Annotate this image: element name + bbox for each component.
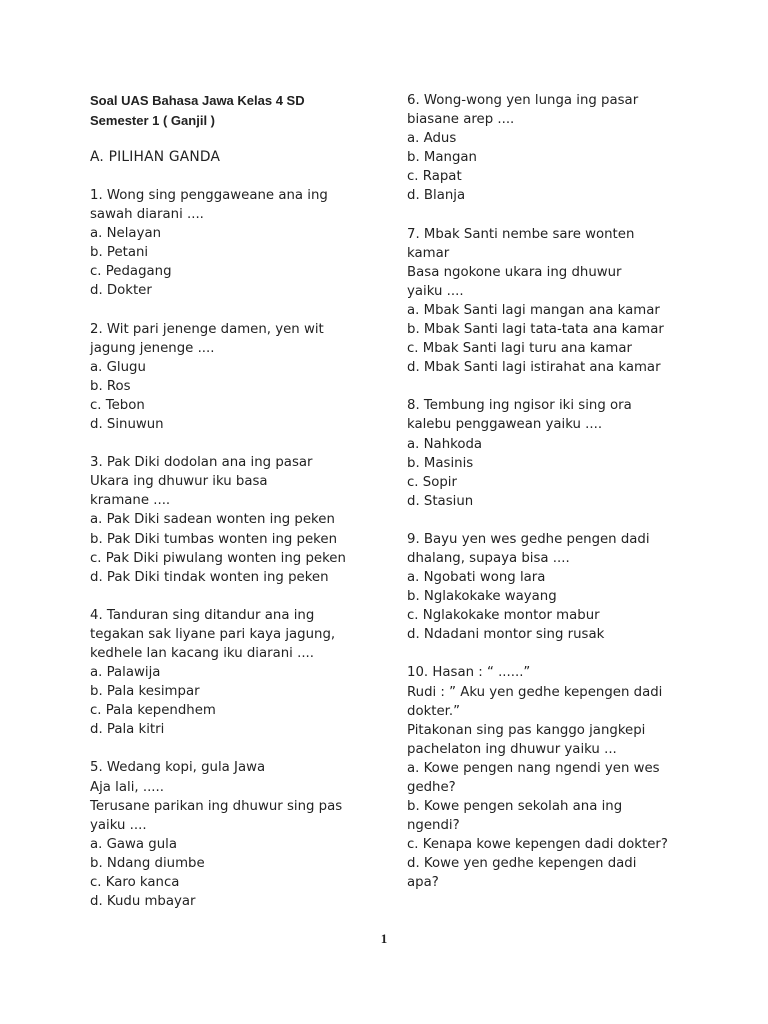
question-text-line: 9. Bayu yen wes gedhe pengen dadi <box>407 531 650 547</box>
section-title: A. PILIHAN GANDA <box>90 149 221 165</box>
question-text-line: 3. Pak Diki dodolan ana ing pasar <box>90 455 313 471</box>
answer-option: a. Glugu <box>90 359 146 375</box>
question-item <box>407 91 707 206</box>
answer-option: d. Ndadani montor sing rusak <box>407 627 605 643</box>
answer-option: b. Ndang diumbe <box>90 855 205 871</box>
answer-option: b. Kowe pengen sekolah ana ing <box>407 799 623 815</box>
question-item <box>90 606 390 740</box>
question-text-line: Ukara ing dhuwur iku basa <box>90 474 268 490</box>
answer-option: a. Adus <box>407 131 457 147</box>
question-text-line: Pitakonan sing pas kanggo jangkepi <box>407 722 646 738</box>
question-text-line: 4. Tanduran sing ditandur ana ing <box>90 607 315 623</box>
answer-option: d. Pala kitri <box>90 722 165 738</box>
answer-option: b. Mangan <box>407 150 477 166</box>
answer-option: a. Nahkoda <box>407 436 483 452</box>
answer-option: d. Kowe yen gedhe kepengen dadi <box>407 856 637 872</box>
page-number: 1 <box>380 931 388 946</box>
question-text-line: pachelaton ing dhuwur yaiku ... <box>407 741 617 757</box>
left-column <box>90 91 390 911</box>
right-column <box>407 91 707 893</box>
answer-option: c. Tebon <box>90 397 145 413</box>
question-item <box>90 320 390 435</box>
answer-option: a. Palawija <box>90 665 161 681</box>
answer-option: b. Pak Diki tumbas wonten ing peken <box>90 531 338 547</box>
title-line: Soal UAS Bahasa Jawa Kelas 4 SD <box>90 93 305 108</box>
question-text-line: tegakan sak liyane pari kaya jagung, <box>90 626 336 642</box>
question-text-line: 8. Tembung ing ngisor iki sing ora <box>407 398 632 414</box>
question-text-line: biasane arep .... <box>407 112 515 128</box>
answer-option: b. Petani <box>90 245 149 261</box>
answer-option: a. Nelayan <box>90 226 162 242</box>
answer-option: d. Mbak Santi lagi istirahat ana kamar <box>407 360 661 376</box>
answer-option: b. Nglakokake wayang <box>407 589 557 605</box>
question-text-line: kamar <box>407 245 450 261</box>
question-text-line: sawah diarani .... <box>90 207 204 223</box>
document-title <box>90 91 390 131</box>
question-text-line: Basa ngokone ukara ing dhuwur <box>407 264 622 280</box>
question-text-line: jagung jenenge .... <box>90 340 215 356</box>
question-item <box>407 530 707 645</box>
question-text-line: 1. Wong sing penggaweane ana ing <box>90 188 328 203</box>
answer-option: c. Mbak Santi lagi turu ana kamar <box>407 341 633 357</box>
question-item <box>90 758 390 911</box>
question-text-line: 5. Wedang kopi, gula Jawa <box>90 760 266 776</box>
answer-option: a. Ngobati wong lara <box>407 570 546 586</box>
question-item <box>90 453 390 587</box>
question-text-line: kalebu penggawean yaiku .... <box>407 417 603 433</box>
question-text-line: Aja lali, ..... <box>90 779 164 795</box>
answer-option: gedhe? <box>407 780 456 795</box>
answer-option: d. Kudu mbayar <box>90 894 196 910</box>
left-question-list <box>90 186 390 911</box>
answer-option: apa? <box>407 875 439 891</box>
answer-option: c. Pedagang <box>90 264 172 280</box>
answer-option: c. Nglakokake montor mabur <box>407 608 600 624</box>
answer-option: a. Pak Diki sadean wonten ing peken <box>90 512 335 528</box>
question-text-line: 10. Hasan : “ ......” <box>407 665 531 681</box>
question-text-line: Terusane parikan ing dhuwur sing pas <box>90 798 343 814</box>
question-text-line: 2. Wit pari jenenge damen, yen wit <box>90 321 324 337</box>
answer-option: ngendi? <box>407 818 460 834</box>
answer-option: c. Rapat <box>407 169 462 185</box>
question-text-line: 6. Wong-wong yen lunga ing pasar <box>407 93 639 108</box>
question-item <box>407 396 707 511</box>
right-question-list <box>407 91 707 893</box>
answer-option: b. Ros <box>90 378 131 394</box>
question-text-line: 7. Mbak Santi nembe sare wonten <box>407 226 635 242</box>
answer-option: d. Pak Diki tindak wonten ing peken <box>90 569 329 585</box>
question-item <box>407 663 707 892</box>
question-text-line: yaiku .... <box>90 817 147 833</box>
answer-option: c. Sopir <box>407 474 457 490</box>
question-text-line: dokter.” <box>407 703 461 719</box>
answer-option: c. Pala kependhem <box>90 703 216 719</box>
answer-option: b. Pala kesimpar <box>90 684 200 700</box>
question-text-line: dhalang, supaya bisa .... <box>407 550 570 566</box>
question-item <box>90 186 390 301</box>
answer-option: c. Kenapa kowe kepengen dadi dokter? <box>407 837 668 853</box>
answer-option: c. Karo kanca <box>90 875 180 890</box>
answer-option: d. Dokter <box>90 283 152 299</box>
answer-option: a. Kowe pengen nang ngendi yen wes <box>407 760 660 776</box>
answer-option: d. Sinuwun <box>90 417 164 433</box>
answer-option: a. Mbak Santi lagi mangan ana kamar <box>407 302 660 318</box>
answer-option: a. Gawa gula <box>90 836 178 852</box>
title-line: Semester 1 ( Ganjil ) <box>90 113 215 128</box>
answer-option: b. Mbak Santi lagi tata-tata ana kamar <box>407 322 664 338</box>
answer-option: c. Pak Diki piwulang wonten ing peken <box>90 550 346 566</box>
question-text-line: kramane .... <box>90 493 171 509</box>
question-text-line: Rudi : ” Aku yen gedhe kepengen dadi <box>407 684 663 700</box>
answer-option: d. Blanja <box>407 188 466 204</box>
question-item <box>407 225 707 378</box>
question-text-line: yaiku .... <box>407 283 464 299</box>
answer-option: d. Stasiun <box>407 493 474 509</box>
answer-option: b. Masinis <box>407 455 474 471</box>
question-text-line: kedhele lan kacang iku diarani .... <box>90 645 315 661</box>
